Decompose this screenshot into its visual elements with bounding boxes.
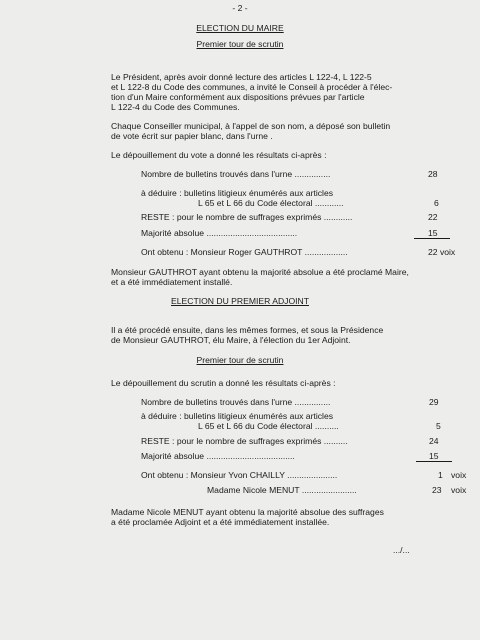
s1-deduire-line1: à déduire : bulletins litigieux énumérés aux articles (141, 188, 334, 198)
s1-reste-value: 22 (428, 212, 438, 222)
section2-intro-line: de Monsieur GAUTHROT, élu Maire, à l'élection du 1er Adjoint. (111, 335, 351, 345)
s1-obtenu-value: 22 voix (428, 247, 456, 257)
section2-subtitle: Premier tour de scrutin (196, 355, 284, 365)
s2-bulletins-label: Nombre de bulletins trouvés dans l'urne ............... (141, 397, 331, 407)
section1-intro-line: et L 122-8 du Code des communes, a invité le Conseil à procéder à l'élec- (111, 82, 393, 92)
s2-obtenu2-value: 23 (432, 485, 442, 495)
continuation-mark: .../... (393, 545, 410, 555)
s2-obtenu1-unit: voix (451, 470, 467, 480)
section2-conclusion-line: a été proclamée Adjoint et a été immédiatement installée. (111, 517, 330, 527)
section2-title: ELECTION DU PREMIER ADJOINT (171, 296, 309, 306)
s2-reste-label: RESTE : pour le nombre de suffrages exprimés .......... (141, 436, 348, 446)
s2-obtenu2-label: Madame Nicole MENUT ....................... (207, 485, 357, 495)
s2-obtenu1-label: Ont obtenu : Monsieur Yvon CHAILLY ..................... (141, 470, 338, 480)
section1-subtitle: Premier tour de scrutin (196, 39, 284, 49)
s1-majorite-value: 15 (428, 228, 438, 238)
section1-title: ELECTION DU MAIRE (196, 23, 284, 33)
s1-deduire-line2: L 65 et L 66 du Code électoral ............ (198, 198, 344, 208)
section2-intro-line: Il a été procédé ensuite, dans les mêmes formes, et sous la Présidence (111, 325, 384, 335)
section1-vote-line: de vote écrit sur papier blanc, dans l'urne . (111, 131, 273, 141)
section2-conclusion-line: Madame Nicole MENUT ayant obtenu la majorité absolue des suffrages (111, 507, 384, 517)
s1-bulletins-value: 28 (428, 169, 438, 179)
s2-obtenu2-unit: voix (451, 485, 467, 495)
section1-intro-line: Le Président, après avoir donné lecture des articles L 122-4, L 122-5 (111, 72, 372, 82)
s2-deduire-value: 5 (436, 421, 441, 431)
s1-reste-label: RESTE : pour le nombre de suffrages exprimés ............ (141, 212, 353, 222)
s2-bulletins-value: 29 (429, 397, 439, 407)
s2-majorite-label: Majorité absolue ..................................... (141, 451, 295, 461)
section1-intro-line: tion d'un Maire conformément aux dispositions prévues par l'article (111, 92, 365, 102)
s2-obtenu1-value: 1 (438, 470, 443, 480)
section1-results-intro: Le dépouillement du vote a donné les résultats ci-après : (111, 150, 327, 160)
s2-majorite-value: 15 (429, 451, 439, 461)
s2-deduire-line1: à déduire : bulletins litigieux énumérés aux articles (141, 411, 334, 421)
s1-bulletins-label: Nombre de bulletins trouvés dans l'urne ............... (141, 169, 331, 179)
s1-majorite-label: Majorité absolue ...................................... (141, 228, 298, 238)
s1-obtenu-label: Ont obtenu : Monsieur Roger GAUTHROT .................. (141, 247, 348, 257)
section1-conclusion-line: Monsieur GAUTHROT ayant obtenu la majorité absolue a été proclamé Maire, (111, 267, 409, 277)
s2-majorite-underline (416, 461, 452, 462)
s1-majorite-underline (414, 238, 450, 239)
section1-intro-line: L 122-4 du Code des Communes. (111, 102, 240, 112)
section1-conclusion-line: et a été immédiatement installé. (111, 277, 233, 287)
s2-reste-value: 24 (429, 436, 439, 446)
page-number: - 2 - (232, 3, 248, 13)
s1-deduire-value: 6 (434, 198, 439, 208)
section2-results-intro: Le dépouillement du scrutin a donné les résultats ci-après : (111, 378, 336, 388)
section1-vote-line: Chaque Conseiller municipal, à l'appel de son nom, a déposé son bulletin (111, 121, 391, 131)
s2-deduire-line2: L 65 et L 66 du Code électoral .......... (198, 421, 339, 431)
